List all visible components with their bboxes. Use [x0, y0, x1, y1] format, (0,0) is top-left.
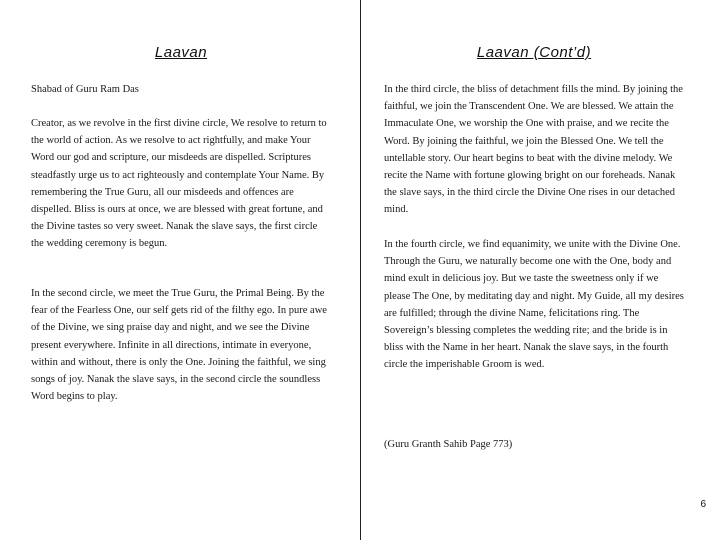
left-page-title: Laavan	[154, 44, 208, 61]
second-circle-paragraph: In the second circle, we meet the True Guru, the Primal Being. By the fear of the Fearless One, our self gets rid of the filthy ego. In pure awe of the Divine, we sing praise day and night, and we see the Divine present everywhere. Infinite in all directions, intimate in everyone, within and without, there is only the One. Joining the faithful, we sing songs of joy. Nanak the slave says, in the second circle the soundless Word begins to play.	[31, 288, 327, 403]
citation: (Guru Granth Sahib Page 773)	[384, 439, 513, 450]
third-circle-paragraph: In the third circle, the bliss of detachment fills the mind. By joining the faithful, we join the Transcendent One. We are blessed. We attain the Immaculate One, we worship the One with praise, and we recite the Word. By joining the faithful, we join the Blessed One. We tell the untellable story. Our heart begins to beat with the divine melody. We recite the Name with fortune glowing bright on our foreheads. Nanak the slave says, in the third circle the Divine One rises in our detached mind.	[384, 84, 683, 216]
page-number: 6	[700, 499, 706, 510]
fourth-circle-paragraph: In the fourth circle, we find equanimity, we unite with the Divine One. Through the Guru, we naturally become one with the One, body and mind exult in delicious joy. But we taste the sweetness only if we please The One, by meditating day and night. My Guide, all my desires are fulfilled; through the divine Name, felicitations ring. The Sovereign’s blessing completes the wedding rite; and the bride is in bliss with the Name in her heart. Nanak the slave says, in the fourth circle the imperishable Groom is wed.	[384, 239, 684, 371]
shabad-subtitle: Shabad of Guru Ram Das	[31, 84, 139, 95]
first-circle-paragraph: Creator, as we revolve in the first divine circle, We resolve to return to the world of action. As we resolve to act rightfully, and make Your Word our god and scripture, our misdeeds are dispelled. Scriptures steadfastly urge us to act righteously and contemplate Your Name. By remembering the True Guru, all our misdeeds and offences are dispelled. Bliss is ours at once, we are blessed with great fortune, and the Divine tastes so very sweet. Nanak the slave says, the first circle the wedding ceremony is begun.	[31, 118, 327, 250]
page-divider	[360, 0, 361, 540]
right-page-title: Laavan (Cont’d)	[476, 44, 592, 61]
